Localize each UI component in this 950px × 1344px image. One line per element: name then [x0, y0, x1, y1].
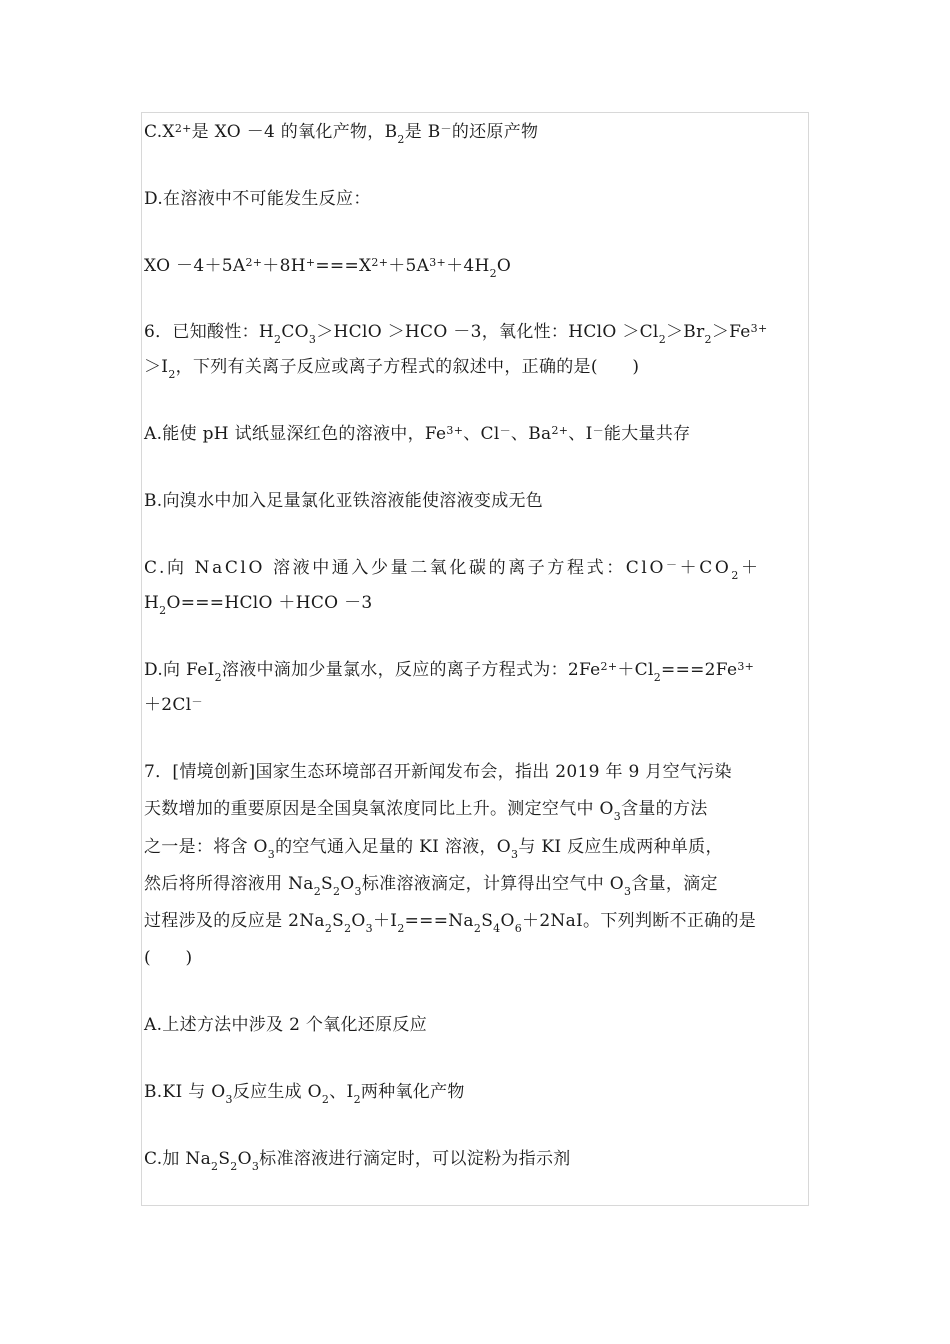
q7-stem-line6: ( ): [144, 948, 193, 968]
q7-stem-line1: 7．[情境创新]国家生态环境部召开新闻发布会，指出 2019 年 9 月空气污染: [144, 762, 732, 782]
q7-option-c: C.加 $Na_2S_2O_3$标准溶液进行滴定时，可以淀粉为指示剂: [144, 1149, 571, 1173]
q7-stem-line3: 之一是：将含 $O_3$的空气通入足量的 KI 溶液，$O_3$与 KI 反应生成两种单质，: [144, 837, 723, 861]
q7-stem-line5: 过程涉及的反应是 $2Na_2S_2O_3+I_2===Na_2S_4O_6+2NaI$。下列判断不正确的是: [144, 911, 757, 935]
q7-stem-line2: 天数增加的重要原因是全国臭氧浓度同比上升。测定空气中 $O_3$含量的方法: [144, 799, 708, 823]
q6-stem-line1: 6．已知酸性：$H_2CO_3>HClO >HCO -3$，氧化性：HClO $>Cl_2>Br_2>Fe^{3+}$: [144, 322, 768, 346]
q7-option-b: B.KI 与 $O_3$反应生成 $O_2$、$I_2$两种氧化产物: [144, 1082, 465, 1106]
q6-stem-line2: $>I_2$，下列有关离子反应或离子方程式的叙述中，正确的是( ): [144, 357, 640, 381]
q7-stem-line4: 然后将所得溶液用 $Na_2S_2O_3$标准溶液滴定，计算得出空气中 $O_3$含量，滴定: [144, 874, 718, 898]
q6-option-d-line1: D.向 FeI$_2$溶液中滴加少量氯水，反应的离子方程式为：$2Fe^{2+}+Cl_2===2Fe^{3+}$: [144, 660, 755, 684]
q5-option-c: $C.X^{2+}$是 XO －4 的氧化产物，$B_2$是 B－的还原产物: [144, 122, 539, 146]
q6-option-d-line2: ＋2Cl－: [144, 695, 203, 715]
q6-option-a: A.能使 pH 试纸显深红色的溶液中，$Fe^{3+}$、Cl－、$Ba^{2+}$、I－能大量共存: [144, 424, 691, 444]
q7-option-a: A.上述方法中涉及 2 个氧化还原反应: [144, 1015, 428, 1035]
q5-equation: XO $-4+5A^{2+}+8H^+===X^{2+}+5A^{3+}+4H_2O$: [144, 256, 512, 280]
q6-option-c-line1: C.向 NaClO 溶液中通入少量二氧化碳的离子方程式：$ClO^-+CO_2+$: [144, 558, 761, 582]
q5-option-d: D.在溶液中不可能发生反应：: [144, 189, 371, 209]
q6-option-c-line2: $H_2O===HClO +HCO -3$: [144, 593, 373, 617]
q6-option-b: B.向溴水中加入足量氯化亚铁溶液能使溶液变成无色: [144, 491, 544, 511]
